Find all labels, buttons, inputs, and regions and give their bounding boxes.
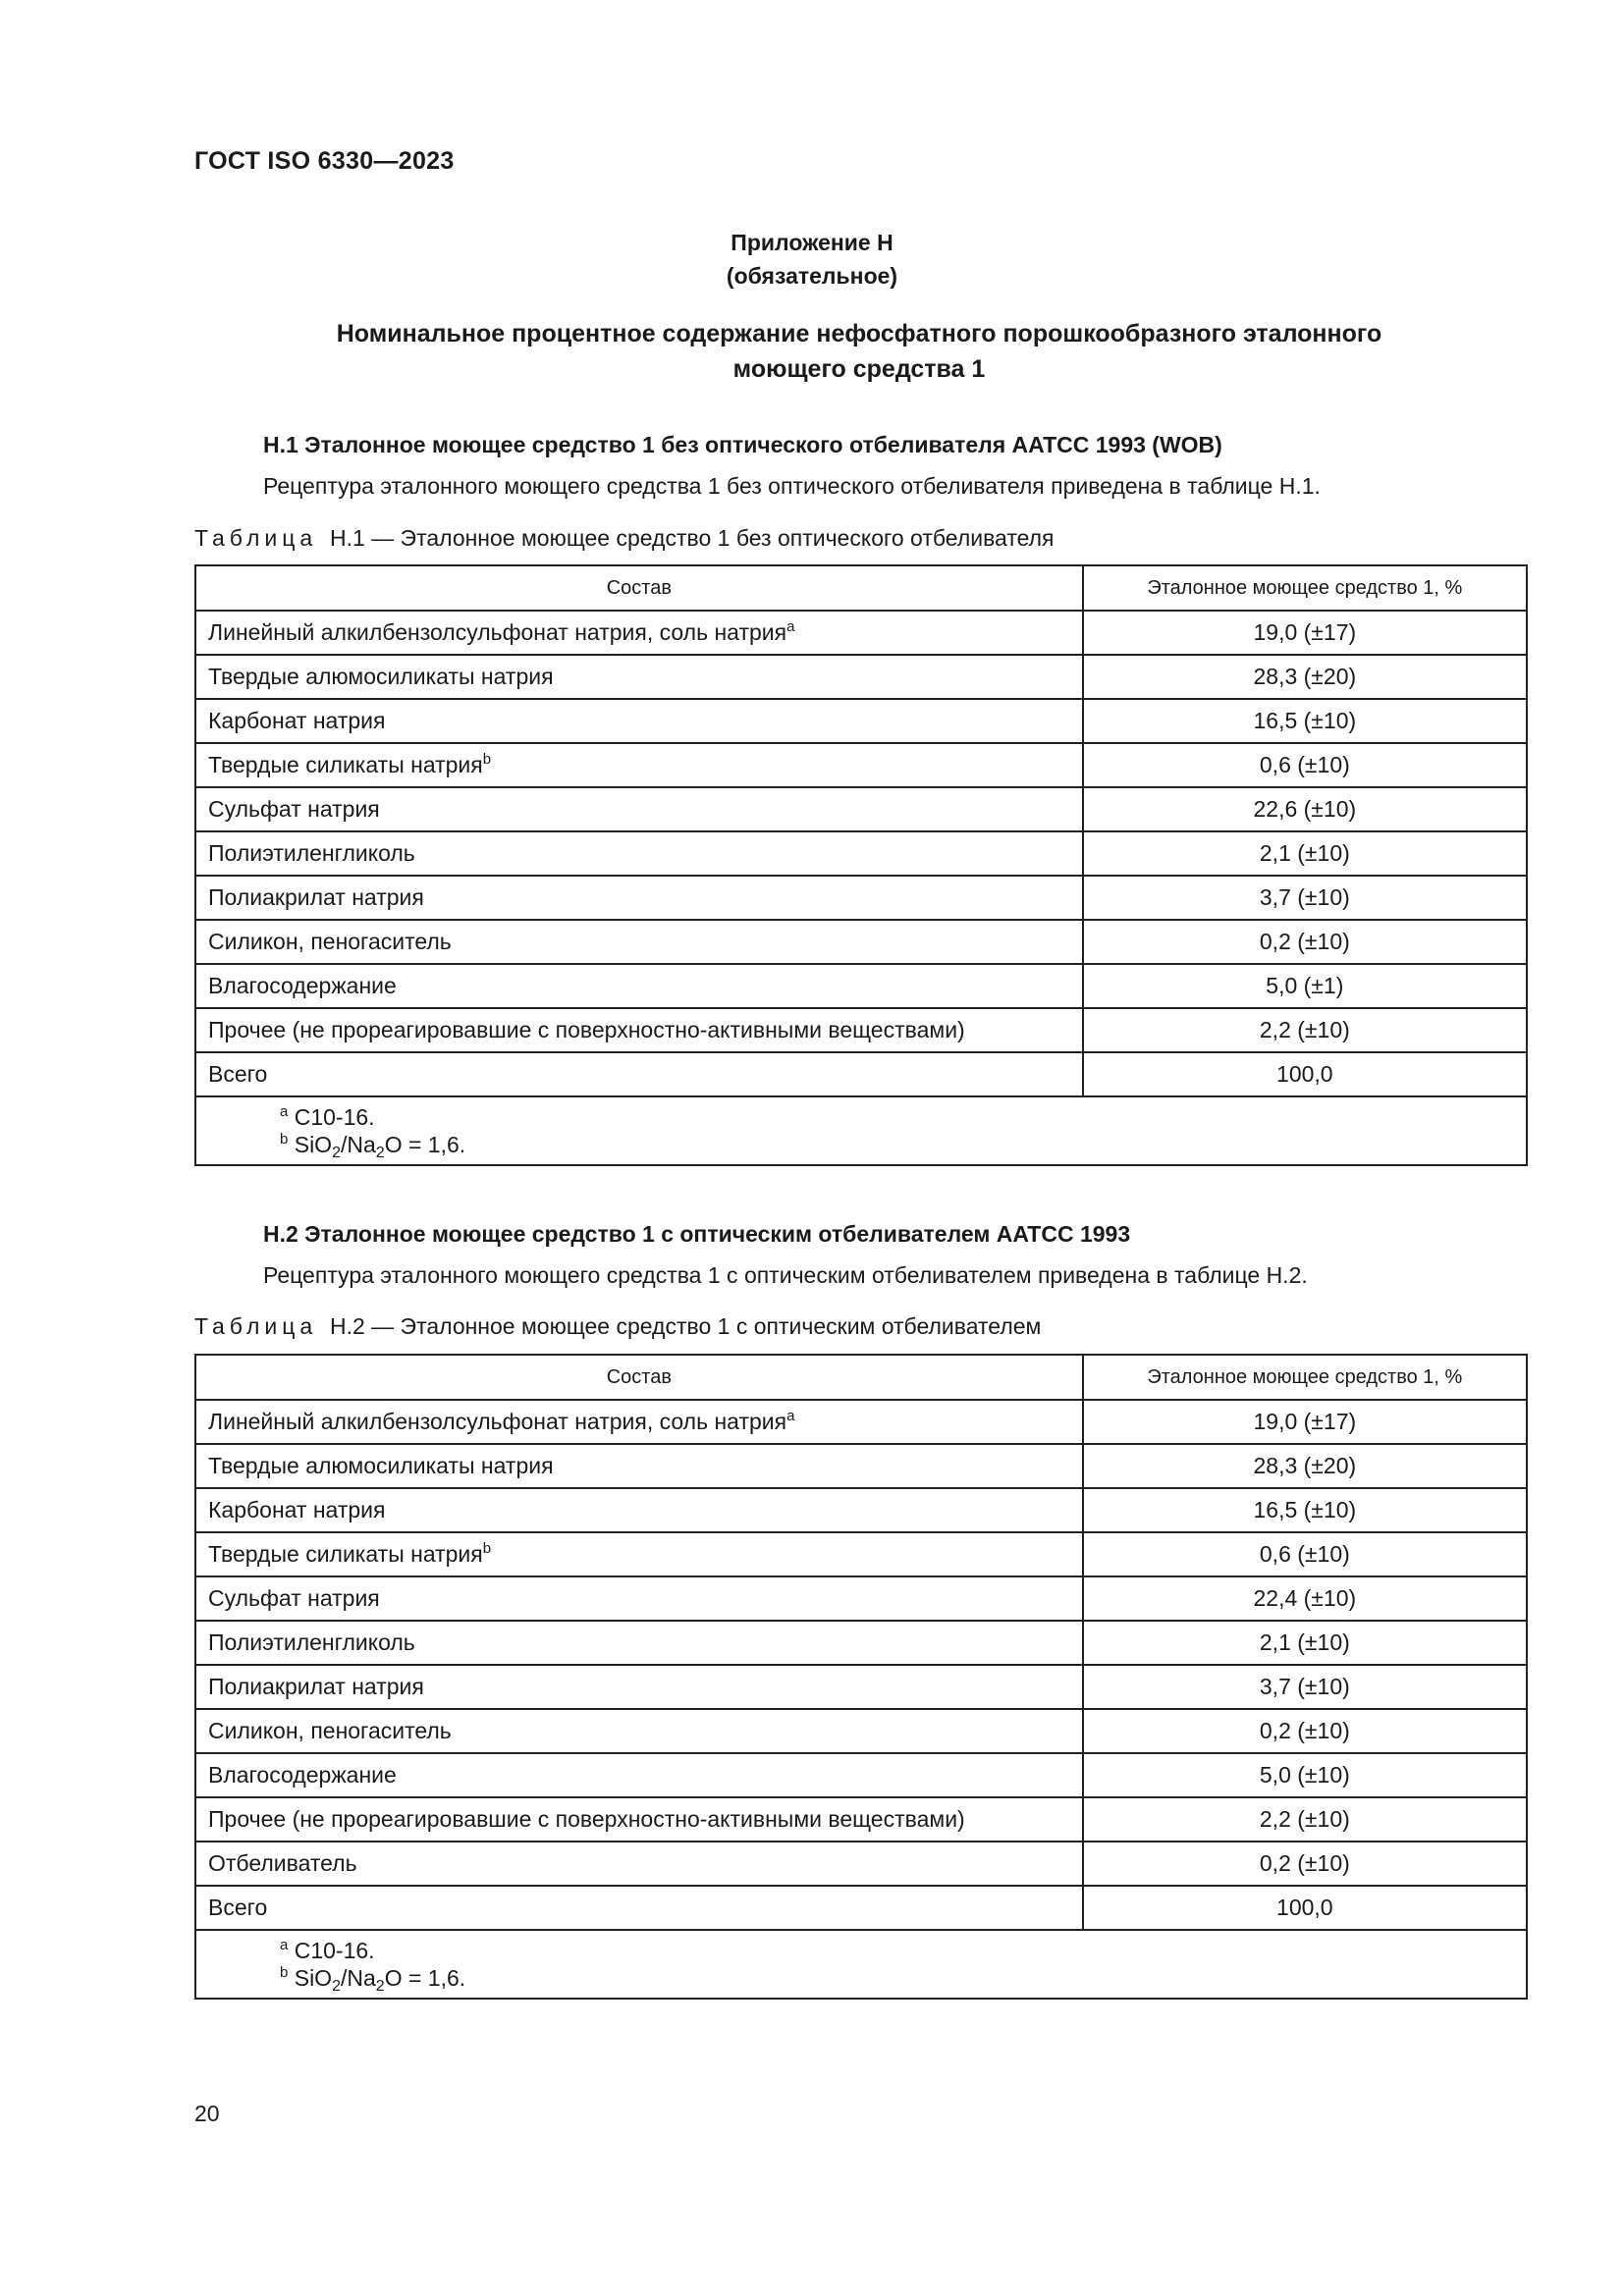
component-name-cell	[195, 1621, 1083, 1665]
component-name-cell	[195, 1797, 1083, 1842]
table-header-row	[195, 565, 1527, 611]
annex-title	[0, 226, 1624, 293]
component-name-cell	[195, 920, 1083, 964]
table-row	[195, 787, 1527, 831]
component-name-cell	[195, 876, 1083, 920]
table-row	[195, 1008, 1527, 1052]
component-percentage: 100,0	[1083, 1052, 1527, 1096]
component-name-cell	[195, 1753, 1083, 1797]
component-percentage: 16,5 (±10)	[1083, 1488, 1527, 1532]
annex-label: Приложение Н	[731, 230, 893, 255]
component-name: Линейный алкилбензолсульфонат натрия, соль натрия	[208, 619, 787, 645]
component-percentage: 19,0 (±17)	[1083, 611, 1527, 655]
table1-body	[195, 611, 1527, 1096]
note-b: $^b$ $SiO_2/Na_2O = 1,6$.	[280, 1964, 466, 1995]
component-percentage: 22,4 (±10)	[1083, 1576, 1527, 1621]
column-header-composition: Состав	[195, 1355, 1083, 1400]
component-percentage: 3,7 (±10)	[1083, 876, 1527, 920]
component-name-cell	[195, 1008, 1083, 1052]
page-number: 20	[194, 2101, 220, 2126]
note-a: $^a$ C10-16.	[280, 1937, 375, 1963]
annex-heading-line2: моющего средства 1	[732, 355, 986, 383]
section2-title: Н.2 Эталонное моющее средство 1 с оптическим отбеливателем AATCC 1993	[263, 1221, 1131, 1247]
component-name: Прочее (не прореагировавшие с поверхностно-активными веществами)	[208, 1806, 965, 1832]
component-name-cell	[195, 1488, 1083, 1532]
table-row	[195, 1842, 1527, 1886]
component-name: Сульфат натрия	[208, 796, 380, 822]
table-row	[195, 831, 1527, 876]
table-row	[195, 1532, 1527, 1576]
component-percentage: 16,5 (±10)	[1083, 699, 1527, 743]
footnote-mark: b	[482, 1540, 492, 1557]
component-name-cell	[195, 964, 1083, 1008]
table-row	[195, 1797, 1527, 1842]
composition-table-1	[194, 564, 1528, 1166]
component-name: Силикон, пеногаситель	[208, 1718, 452, 1743]
column-header-percentage: Эталонное моющее средство 1, %	[1083, 1355, 1527, 1400]
table-header-row	[195, 1355, 1527, 1400]
component-name-cell	[195, 1665, 1083, 1709]
component-name: Всего	[208, 1895, 268, 1920]
table2-caption	[194, 1313, 1041, 1340]
footnote-mark: b	[482, 751, 492, 768]
footnote-mark: a	[786, 1408, 795, 1424]
table-notes-row	[195, 1930, 1527, 1999]
table-row	[195, 699, 1527, 743]
table-notes	[195, 1096, 1527, 1165]
table-row	[195, 1709, 1527, 1753]
component-name: Влагосодержание	[208, 1762, 397, 1788]
component-name: Полиакрилат натрия	[208, 884, 424, 910]
component-percentage: 28,3 (±20)	[1083, 655, 1527, 699]
component-percentage: 0,2 (±10)	[1083, 1842, 1527, 1886]
component-name-cell	[195, 1576, 1083, 1621]
table-row	[195, 876, 1527, 920]
component-name-cell	[195, 787, 1083, 831]
component-name: Полиэтиленгликоль	[208, 1629, 415, 1655]
composition-table-2	[194, 1354, 1528, 2000]
component-name-cell	[195, 655, 1083, 699]
component-percentage: 2,2 (±10)	[1083, 1797, 1527, 1842]
section2-text: Рецептура эталонного моющего средства 1 с оптическим отбеливателем приведена в таблице Н.2.	[263, 1262, 1308, 1288]
component-name-cell	[195, 1400, 1083, 1444]
table-row	[195, 1488, 1527, 1532]
component-name: Силикон, пеногаситель	[208, 929, 452, 954]
table-row	[195, 964, 1527, 1008]
component-name: Отбеливатель	[208, 1850, 357, 1876]
component-name-cell	[195, 1052, 1083, 1096]
component-name-cell	[195, 1709, 1083, 1753]
component-name: Твердые алюмосиликаты натрия	[208, 664, 554, 689]
annex-status: (обязательное)	[726, 263, 898, 289]
component-percentage: 0,2 (±10)	[1083, 920, 1527, 964]
component-name: Полиакрилат натрия	[208, 1674, 424, 1699]
component-name-cell	[195, 1842, 1083, 1886]
section1-title: Н.1 Эталонное моющее средство 1 без оптического отбеливателя AATCC 1993 (WOB)	[263, 432, 1222, 457]
component-percentage: 2,1 (±10)	[1083, 831, 1527, 876]
section1-text: Рецептура эталонного моющего средства 1 без оптического отбеливателя приведена в таблице Н.1.	[263, 473, 1321, 499]
table-row	[195, 1753, 1527, 1797]
component-percentage: 0,2 (±10)	[1083, 1709, 1527, 1753]
component-name-cell	[195, 1886, 1083, 1930]
component-percentage: 3,7 (±10)	[1083, 1665, 1527, 1709]
component-name: Твердые силикаты натрия	[208, 752, 483, 777]
component-name: Прочее (не прореагировавшие с поверхностно-активными веществами)	[208, 1017, 965, 1042]
component-name: Твердые алюмосиликаты натрия	[208, 1453, 554, 1478]
table2-body	[195, 1400, 1527, 1930]
component-name: Полиэтиленгликоль	[208, 840, 415, 866]
component-name: Карбонат натрия	[208, 708, 386, 733]
table2-caption-prefix: Таблица	[194, 1313, 318, 1339]
table-row	[195, 1576, 1527, 1621]
footnote-mark: a	[786, 618, 795, 635]
component-name-cell	[195, 831, 1083, 876]
note-a: $^a$ C10-16.	[280, 1103, 375, 1130]
table-row	[195, 743, 1527, 787]
component-percentage: 22,6 (±10)	[1083, 787, 1527, 831]
table-notes-row	[195, 1096, 1527, 1165]
component-percentage: 19,0 (±17)	[1083, 1400, 1527, 1444]
table1-caption	[194, 525, 1055, 552]
component-percentage: 5,0 (±10)	[1083, 1753, 1527, 1797]
table-row	[195, 1400, 1527, 1444]
component-name: Линейный алкилбензолсульфонат натрия, соль натрия	[208, 1409, 787, 1434]
component-name-cell	[195, 1444, 1083, 1488]
table-row	[195, 1052, 1527, 1096]
table-row	[195, 655, 1527, 699]
component-percentage: 2,1 (±10)	[1083, 1621, 1527, 1665]
component-name-cell	[195, 1532, 1083, 1576]
component-percentage: 0,6 (±10)	[1083, 743, 1527, 787]
component-percentage: 28,3 (±20)	[1083, 1444, 1527, 1488]
table-row	[195, 1621, 1527, 1665]
component-name: Влагосодержание	[208, 973, 397, 998]
component-name: Сульфат натрия	[208, 1585, 380, 1611]
column-header-percentage: Эталонное моющее средство 1, %	[1083, 565, 1527, 611]
component-name: Твердые силикаты натрия	[208, 1541, 483, 1567]
table-row	[195, 1665, 1527, 1709]
component-name-cell	[195, 699, 1083, 743]
component-name: Всего	[208, 1061, 268, 1087]
component-percentage: 0,6 (±10)	[1083, 1532, 1527, 1576]
document-code: ГОСТ ISO 6330—2023	[194, 147, 455, 175]
note-b: $^b$ $SiO_2/Na_2O = 1,6$.	[280, 1131, 466, 1161]
column-header-composition: Состав	[195, 565, 1083, 611]
table-notes	[195, 1930, 1527, 1999]
component-name-cell	[195, 743, 1083, 787]
table-row	[195, 920, 1527, 964]
component-percentage: 5,0 (±1)	[1083, 964, 1527, 1008]
component-percentage: 100,0	[1083, 1886, 1527, 1930]
annex-heading-line1: Номинальное процентное содержание нефосфатного порошкообразного эталонного	[336, 320, 1382, 347]
table2-caption-text: Н.2 — Эталонное моющее средство 1 с оптическим отбеливателем	[329, 1313, 1042, 1339]
component-name-cell	[195, 611, 1083, 655]
component-name: Карбонат натрия	[208, 1497, 386, 1522]
table-row	[195, 1444, 1527, 1488]
table1-caption-text: Н.1 — Эталонное моющее средство 1 без оптического отбеливателя	[329, 525, 1055, 551]
table1-caption-prefix: Таблица	[194, 525, 318, 551]
annex-heading	[245, 316, 1473, 387]
table-row	[195, 1886, 1527, 1930]
component-percentage: 2,2 (±10)	[1083, 1008, 1527, 1052]
table-row	[195, 611, 1527, 655]
